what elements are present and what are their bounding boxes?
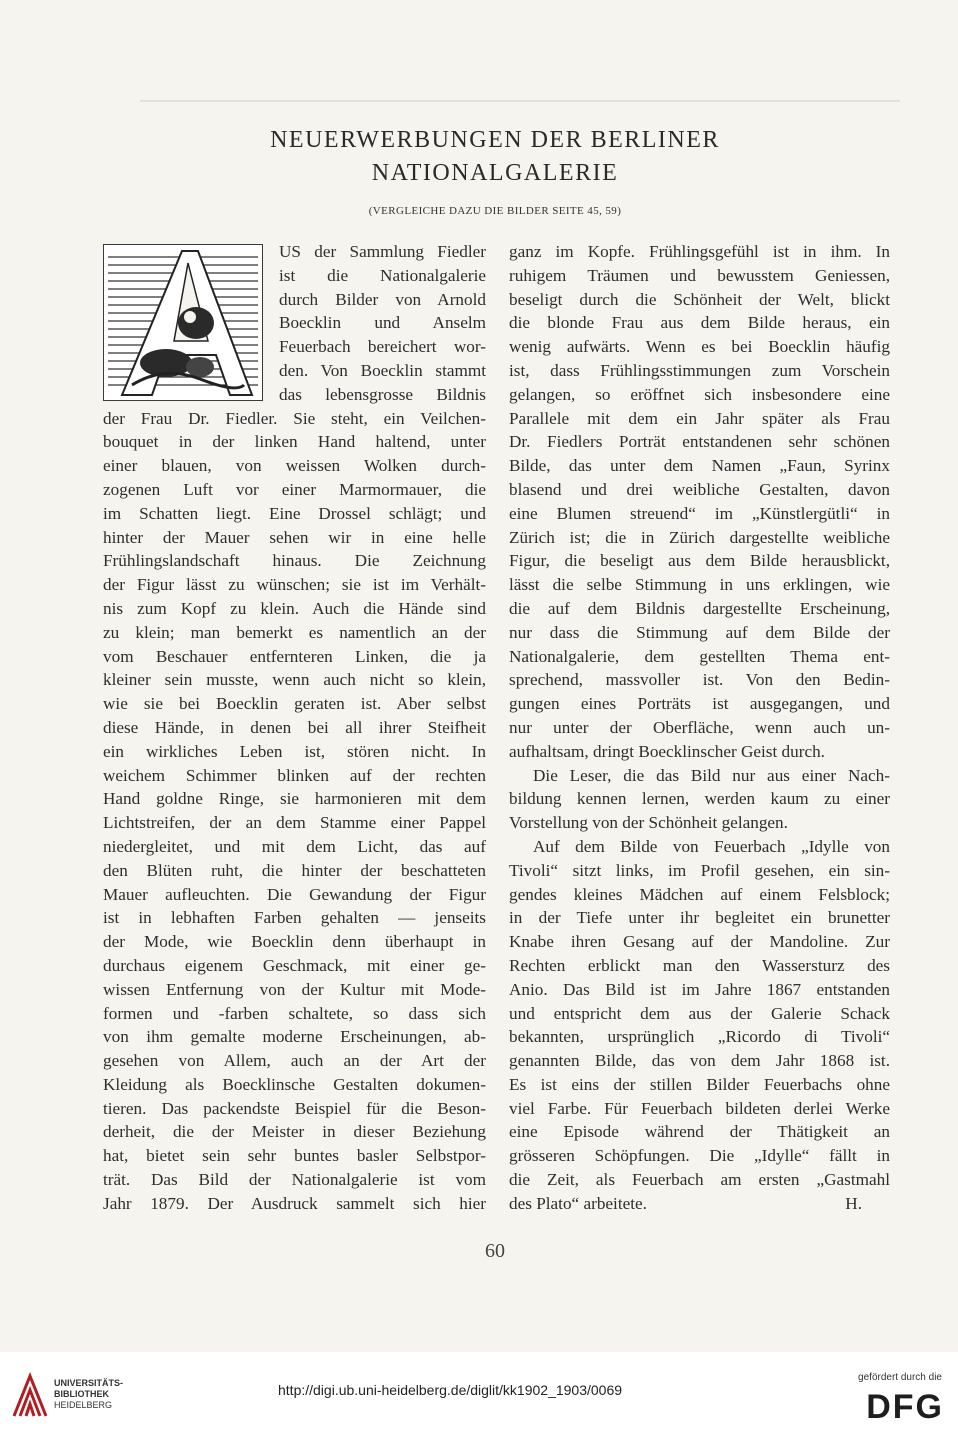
text-line: Die Leser, die das Bild nur aus einer Nach- xyxy=(533,765,890,785)
text-line: derheit, die der Meister in dieser Beziehung xyxy=(103,1122,486,1142)
text-line: Parallele mit dem ein Jahr später als Frau xyxy=(509,408,890,428)
university-logo-icon xyxy=(10,1372,50,1420)
text-line: tieren. Das packendste Beispiel für die Beson- xyxy=(103,1098,486,1118)
university-name xyxy=(54,1378,123,1411)
text-line: Nationalgalerie, dem gestellten Thema ent- xyxy=(509,646,890,666)
text-line: in der Tiefe unter ihr begleitet ein brunetter xyxy=(509,908,890,928)
text-line: eine Episode während der Thätigkeit an xyxy=(509,1122,890,1142)
text-line: die Zeit, als Feuerbach am ersten „Gastmahl xyxy=(509,1170,890,1190)
text-line: Hand goldne Ringe, sie harmonieren mit dem xyxy=(103,789,486,809)
article-title-line-1: NEUERWERBUNGEN DER BERLINER xyxy=(270,127,720,153)
text-line: der Frau Dr. Fiedler. Sie steht, ein Veilchen- xyxy=(103,408,486,428)
text-line: gelangen, so eröffnet sich insbesondere eine xyxy=(509,384,890,404)
text-line: Rechten erblickt man den Wassersturz des xyxy=(509,955,890,975)
text-line: Anio. Das Bild ist im Jahre 1867 entstanden xyxy=(509,979,890,999)
text-line: durchaus eigenem Geschmack, mit einer ge- xyxy=(103,955,486,975)
text-line: einer blauen, von weissen Wolken durch- xyxy=(103,456,486,476)
text-line: wissen Entfernung von der Kultur mit Mode- xyxy=(103,979,486,999)
text-line: wie sie bei Boecklin geraten ist. Aber selbst xyxy=(103,694,486,714)
text-line: Mauer aufleuchten. Die Gewandung der Figur xyxy=(103,884,486,904)
text-line: US der Sammlung Fiedler xyxy=(279,242,486,261)
text-line: Lichtstreifen, der an dem Stamme einer Pappel xyxy=(103,813,486,833)
text-line: gendes kleines Mädchen auf einem Felsblock; xyxy=(509,884,890,904)
text-line: ganz im Kopfe. Frühlingsgefühl ist in ihm. In xyxy=(509,242,890,261)
text-line: von ihm gemalte moderne Erscheinungen, ab- xyxy=(103,1027,486,1047)
text-line: Es ist eins der stillen Bilder Feuerbachs ohne xyxy=(509,1074,890,1094)
text-line: formen und -farben schaltete, so dass sich xyxy=(103,1003,486,1023)
text-line: ein wirkliches Leben ist, stören nicht. In xyxy=(103,741,486,761)
text-line: diese Hände, in denen bei all ihrer Steifheit xyxy=(103,717,486,737)
text-line: und entspricht dem aus der Galerie Schack xyxy=(509,1003,890,1023)
text-line: zu klein; man bemerkt es namentlich an der xyxy=(103,622,486,642)
text-line: eine Blumen streuend“ im „Künstlergütli“ in xyxy=(509,503,890,523)
text-line: nur dass die Stimmung auf dem Bilde der xyxy=(509,622,890,642)
text-line: nis zum Kopf zu klein. Auch die Hände sind xyxy=(103,598,486,618)
left-column xyxy=(103,240,486,1216)
text-line: den Blüten ruht, die hinter der beschatteten xyxy=(103,860,486,880)
text-line: aufhaltsam, dringt Boecklinscher Geist durch. xyxy=(509,741,825,761)
text-line: bekannten, ursprünglich „Ricordo di Tivoli“ xyxy=(509,1027,890,1047)
text-line: gungen eines Porträts ist ausgegangen, und xyxy=(509,694,890,714)
text-line: der Mode, wie Boecklin denn überhaupt in xyxy=(103,932,486,952)
initial-a-woodcut xyxy=(103,244,263,401)
text-line: Zürich ist; die in Zürich dargestellte weibliche xyxy=(509,527,890,547)
text-line: sprechend, massvoller ist. Von den Bedin- xyxy=(509,670,890,690)
university-name-line-2: BIBLIOTHEK xyxy=(54,1389,109,1399)
university-name-line-3: HEIDELBERG xyxy=(54,1400,113,1410)
text-line: Bilde, das unter dem Namen „Faun, Syrinx xyxy=(509,456,890,476)
text-line: nur unter der Oberfläche, wenn auch un- xyxy=(509,717,890,737)
text-line: ist die Nationalgalerie xyxy=(279,265,486,285)
text-line: das lebensgrosse Bildnis xyxy=(279,384,486,404)
text-line: lässt die selbe Stimmung in uns erklingen, wie xyxy=(509,575,890,595)
text-line: genannten Bilde, das von dem Jahr 1868 ist. xyxy=(509,1051,890,1071)
text-line: der Figur lässt zu wünschen; sie ist im Verhält- xyxy=(103,575,486,595)
right-column xyxy=(509,240,890,1216)
text-line: niedergleitet, und mit dem Licht, das auf xyxy=(103,836,486,856)
text-line: vom Beschauer entfernteren Linken, die ja xyxy=(103,646,486,666)
decorated-initial xyxy=(103,240,271,402)
text-line: weichem Schimmer blinken auf der rechten xyxy=(103,765,486,785)
text-line: trät. Das Bild der Nationalgalerie ist vom xyxy=(103,1170,486,1190)
text-line: gesehen von Allem, auch an der Art der xyxy=(103,1051,486,1071)
text-line: kleiner sein musste, wenn auch nicht so klein, xyxy=(103,670,486,690)
text-line: Jahr 1879. Der Ausdruck sammelt sich hier xyxy=(103,1193,486,1213)
text-line: Frühlingslandschaft hinaus. Die Zeichnung xyxy=(103,551,486,571)
text-line: Vorstellung von der Schönheit gelangen. xyxy=(509,813,788,833)
text-line: zogenen Luft vor einer Marmormauer, die xyxy=(103,479,486,499)
text-line: viel Farbe. Für Feuerbach bildeten derlei Werke xyxy=(509,1098,890,1118)
text-line: Feuerbach bereichert wor- xyxy=(279,337,486,357)
text-line: durch Bilder von Arnold xyxy=(279,289,486,309)
text-line: den. Von Boecklin stammt xyxy=(279,360,486,380)
funding-note: gefördert durch die xyxy=(858,1372,942,1383)
text-line: Figur, die beseligt aus dem Bilde herausblickt, xyxy=(509,551,890,571)
text-line: Knabe ihren Gesang auf der Mandoline. Zur xyxy=(509,932,890,952)
text-line: ist, dass Frühlingsstimmungen zum Vorschein xyxy=(509,360,890,380)
text-line: hat, bietet sein sehr buntes basler Selbstpor- xyxy=(103,1146,486,1166)
page-number: 60 xyxy=(485,1240,505,1262)
text-line-with-signature xyxy=(509,1192,890,1216)
article-title-line-2: NATIONALGALERIE xyxy=(371,160,619,186)
viewer-footer xyxy=(0,1352,958,1432)
text-line: blasend und drei weibliche Gestalten, davon xyxy=(509,479,890,499)
text-line: die blonde Frau aus dem Bilde heraus, ein xyxy=(509,313,890,333)
text-line: bouquet in der linken Hand haltend, unter xyxy=(103,432,486,452)
text-line: die auf dem Bildnis dargestellte Erscheinung, xyxy=(509,598,890,618)
text-line: hinter der Mauer sehen wir in eine helle xyxy=(103,527,486,547)
university-name-line-1: UNIVERSITÄTS- xyxy=(54,1378,124,1388)
text-line: wenig aufwärts. Wenn es bei Boecklin häufig xyxy=(509,337,890,357)
text-line-end: des Plato“ arbeitete. xyxy=(509,1193,647,1213)
text-line: bildung kennen lernen, werden kaum zu einer xyxy=(509,789,890,809)
text-line: ist in lebhaften Farben gehalten — jenseits xyxy=(103,908,486,928)
text-line: im Schatten liegt. Eine Drossel schlägt; und xyxy=(103,503,486,523)
text-line: grösseren Schöpfungen. Die „Idylle“ fällt in xyxy=(509,1146,890,1166)
dfg-logo: DFG xyxy=(866,1388,944,1426)
text-line: beseligt durch die Schönheit der Welt, blickt xyxy=(509,289,890,309)
text-line: Tivoli“ sitzt links, im Profil gesehen, ein sin- xyxy=(509,860,890,880)
text-line: Auf dem Bilde von Feuerbach „Idylle von xyxy=(533,836,890,856)
permalink-url[interactable]: http://digi.ub.uni-heidelberg.de/diglit/kk1902_1903/0069 xyxy=(278,1382,623,1398)
text-line: Kleidung als Boecklinsche Gestalten dokumen- xyxy=(103,1074,486,1094)
text-line: Dr. Fiedlers Porträt entstandenen sehr schönen xyxy=(509,432,890,452)
article-subtitle: (VERGLEICHE DAZU DIE BILDER SEITE 45, 59) xyxy=(368,205,622,217)
author-signature: H. xyxy=(845,1193,862,1213)
text-line: ruhigem Träumen und bewusstem Geniessen, xyxy=(509,265,890,285)
text-line: Boecklin und Anselm xyxy=(279,313,486,333)
page-edge-shade xyxy=(140,100,900,102)
